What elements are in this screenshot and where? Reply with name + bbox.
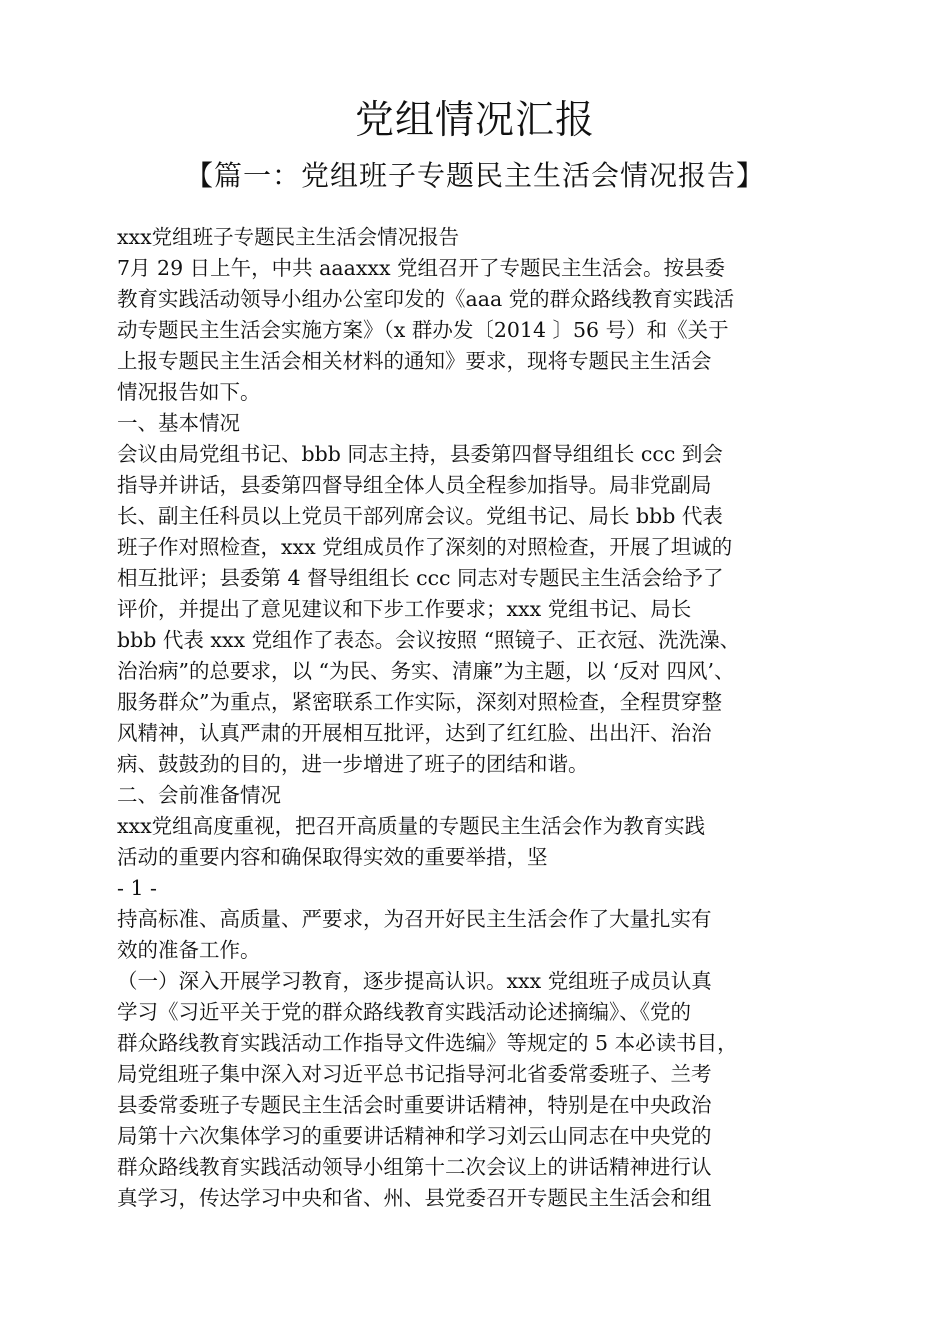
body-line: 群众路线教育实践活动工作指导文件选编》等规定的 5 本必读书目， [117,1031,738,1055]
body-line: 风精神，认真严肃的开展相互批评，达到了红红脸、出出汗、治治 [117,721,712,745]
body-line: 县委常委班子专题民主生活会时重要讲话精神，特别是在中央政治 [117,1093,712,1117]
document-subtitle: 【篇一：党组班子专题民主生活会情况报告】 [184,159,765,192]
body-line: 会议由局党组书记、bbb 同志主持，县委第四督导组组长 ccc 到会 [117,442,723,466]
body-line: 治治病”的总要求，以 “为民、务实、清廉”为主题，以 ‘反对 四风’、 [117,659,735,683]
body-line: 局第十六次集体学习的重要讲话精神和学习刘云山同志在中央党的 [117,1124,712,1148]
page-number: - 1 - [117,876,157,900]
body-line: 持高标准、高质量、严要求，为召开好民主生活会作了大量扎实有 [117,907,712,931]
body-line: 指导并讲话，县委第四督导组全体人员全程参加指导。局非党副局 [117,473,712,497]
body-line: 动专题民主生活会实施方案》（x 群办发〔2014 〕56 号）和《关于 [117,318,729,342]
body-line: xxx党组高度重视，把召开高质量的专题民主生活会作为教育实践 [117,814,706,838]
body-line: 相互批评；县委第 4 督导组组长 ccc 同志对专题民主生活会给予了 [117,566,724,590]
body-line: 教育实践活动领导小组办公室印发的《aaa 党的群众路线教育实践活 [117,287,735,311]
body-line: 学习《习近平关于党的群众路线教育实践活动论述摘编》、《党的 [117,1000,691,1024]
body-line: 长、副主任科员以上党员干部列席会议。党组书记、局长 bbb 代表 [117,504,723,528]
body-line: 情况报告如下。 [117,380,261,404]
section-heading: 二、会前准备情况 [117,783,281,807]
body-line: 群众路线教育实践活动领导小组第十二次会议上的讲话精神进行认 [117,1155,712,1179]
body-line: bbb 代表 xxx 党组作了表态。会议按照 “照镜子、正衣冠、洗洗澡、 [117,628,741,652]
body-line: 上报专题民主生活会相关材料的通知》要求，现将专题民主生活会 [117,349,712,373]
body-line: 7月 29 日上午，中共 aaaxxx 党组召开了专题民主生活会。按县委 [117,256,726,280]
body-line: 活动的重要内容和确保取得实效的重要举措，坚 [117,845,548,869]
body-line: xxx党组班子专题民主生活会情况报告 [117,225,460,249]
body-line: 评价，并提出了意见建议和下步工作要求；xxx 党组书记、局长 [117,597,692,621]
body-line: 真学习，传达学习中央和省、州、县党委召开专题民主生活会和组 [117,1186,712,1210]
body-line: （一）深入开展学习教育，逐步提高认识。xxx 党组班子成员认真 [117,969,712,993]
body-line: 服务群众”为重点，紧密联系工作实际，深刻对照检查，全程贯穿整 [117,690,722,714]
section-heading: 一、基本情况 [117,411,240,435]
document-title: 党组情况汇报 [354,98,595,143]
body-line: 班子作对照检查，xxx 党组成员作了深刻的对照检查，开展了坦诚的 [117,535,733,559]
body-line: 病、鼓鼓劲的目的，进一步增进了班子的团结和谐。 [117,752,589,776]
body-line: 效的准备工作。 [117,938,261,962]
body-line: 局党组班子集中深入对习近平总书记指导河北省委常委班子、兰考 [117,1062,712,1086]
